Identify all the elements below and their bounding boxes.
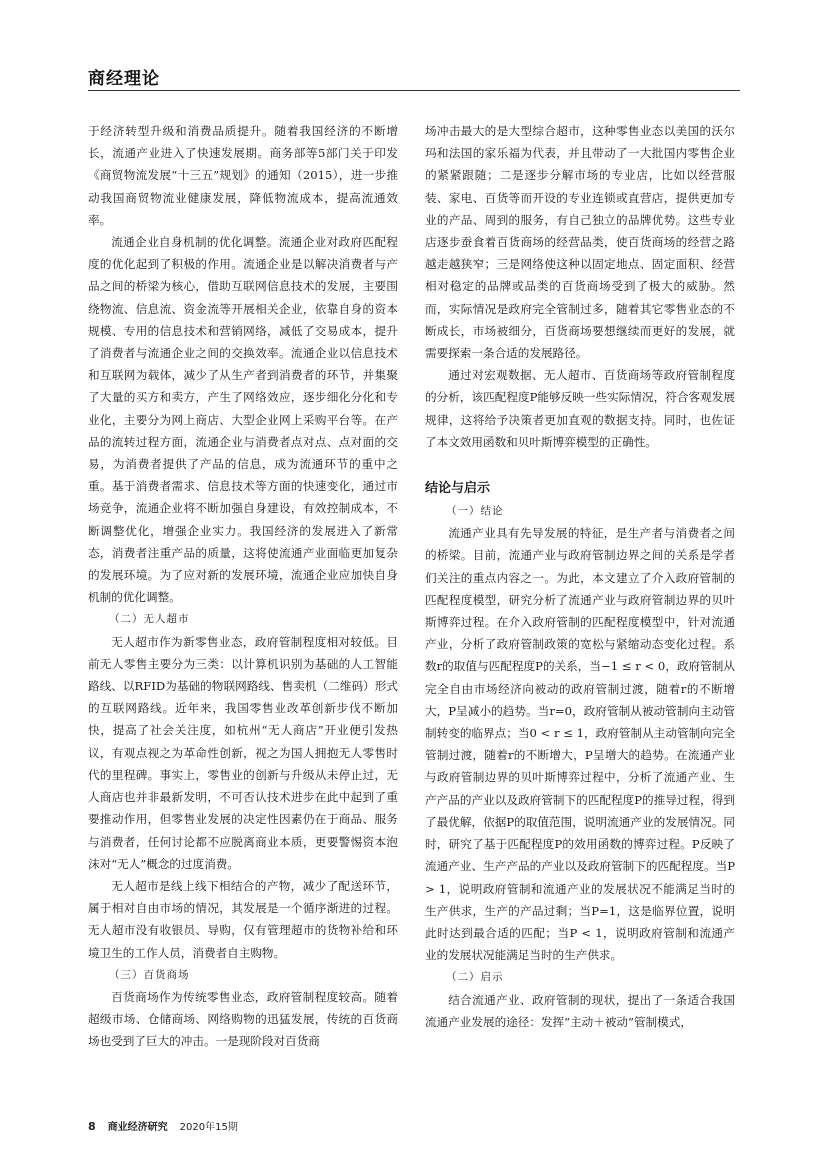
paragraph: 百货商场作为传统零售业态，政府管制程度较高。随着超级市场、仓储商场、网络购物的迅猛发展，传统的百货商场也受到了巨大的冲击。一是现阶段对百货商	[88, 989, 398, 1049]
paragraph: 流通企业自身机制的优化调整。流通企业对政府匹配程度的优化起到了积极的作用。流通企业是以解决消费者与产品之间的桥梁为核心，借助互联网信息技术的发展，主要围绕物流、信息流、资金流等开展相关企业，依靠自身的资本规模、专用的信息技术和营销网络，减低了交易成本，提升了消费者与流通企业之间的交换效率。流通企业以信息技术和互联网为载体，减少了从生产者到消费者的环节，并集聚了大量的买方和卖方，产生了网络效应，逐步细化分化和专业化，主要分为网上商店、大型企业网上采购平台等。在产品的流转过程方面，流通企业与消费者点对点、点对面的交易，为消费者提供了产品的信息，成为流通环节的重中之重。基于消费者需求、信息技术等方面的快速变化，通过市场竞争，流通企业将不断加强自身建设，有效控制成本，不断调整优化，增强企业实力。我国经济的发展进入了新常态，消费者注重产品的质量，这将使流通产业面临更加复杂的发展环境。为了应对新的发展环境，流通企业应加快自身机制的优化调整。	[88, 235, 398, 605]
issue-label: 2020年15期	[179, 1122, 238, 1133]
journal-name: 商业经济研究	[107, 1122, 168, 1133]
paragraph: 结合流通产业、政府管制的现状，提出了一条适合我国流通产业发展的途径：发挥“主动＋被动”管制模式，	[425, 992, 735, 1029]
subsection-heading: （二）启示	[446, 971, 504, 984]
subsection-heading: （二）无人超市	[109, 613, 190, 626]
page-number: 8	[88, 1120, 96, 1133]
paragraph: 无人超市作为新零售业态，政府管制程度相对较低。目前无人零售主要分为三类：以计算机识别为基础的人工智能路线、以RFID为基础的物联网路线、售卖机（二维码）形式的互联网路线。近年来，我国零售业改革创新步伐不断加快，提高了社会关注度，如杭州“无人商店”开业便引发热议，有观点视之为革命性创新，视之为国人拥抱无人零售时代的里程碑。事实上，零售业的创新与升级从未停止过，无人商店也并非最新发明，不可否认技术进步在此中起到了重要推动作用，但零售业发展的决定性因素仍在于商品、服务与消费者，任何讨论都不应脱离商业本质，更要警惕资本泡沫对“无人”概念的过度消费。	[88, 634, 398, 871]
subsection-heading: （三）百货商场	[109, 968, 190, 981]
paragraph: 流通产业具有先导发展的特征，是生产者与消费者之间的桥梁。目前，流通产业与政府管制边界之间的关系是学者们关注的重点内容之一。为此，本文建立了介入政府管制的匹配程度模型，研究分析了流通产业与政府管制边界的贝叶斯博弈过程。在介入政府管制的匹配程度模型中，针对流通产业，分析了政府管制政策的宽松与紧缩动态变化过程。系数r的取值与匹配程度P的关系，当−1 ≤ r < 0，政府管制从完全自由市场经济向被动的政府管制过渡，随着r的不断增大，P呈减小的趋势。当r=0，政府管制从被动管制向主动管制转变的临界点；当0 < r ≤ 1，政府管制从主动管制向完全管制过渡，随着r的不断增大，P呈增大的趋势。在流通产业与政府管制边界的贝叶斯博弈过程中，分析了流通产业、生产产品的产业以及政府管制下的匹配程度P的推导过程，得到了最优解，依据P的取值范围，说明流通产业的发展情况。同时，研究了基于匹配程度P的效用函数的博弈过程。P反映了流通产业、生产产品的产业以及政府管制下的匹配程度。当P > 1，说明政府管制和流通产业的发展状况不能满足当时的生产供求，生产的产品过剩；当P=1，这是临界位置，说明此时达到最合适的匹配；当P < 1，说明政府管制和流通产业的发展状况能满足当时的生产供求。	[425, 526, 735, 963]
paragraph: 通过对宏观数据、无人超市、百货商场等政府管制程度的分析，该匹配程度P能够反映一些实际情况，符合客观发展规律，这将给予决策者更加直观的数据支持。同时，也佐证了本文效用函数和贝叶斯博弈模型的正确性。	[425, 368, 735, 449]
spacer	[425, 453, 735, 464]
right-column	[425, 120, 735, 1033]
paragraph: 于经济转型升级和消费品质提升。随着我国经济的不断增长，流通产业进入了快速发展期。商务部等5部门关于印发《商贸物流发展“十三五”规划》的通知（2015），进一步推动我国商贸物流业健康发展，降低物流成本，提高流通效率。	[88, 124, 398, 227]
page-footer	[88, 1118, 238, 1133]
header-rule	[88, 90, 740, 91]
subsection-heading: （一）结论	[446, 505, 504, 518]
paragraph: 场冲击最大的是大型综合超市，这种零售业态以美国的沃尔玛和法国的家乐福为代表，并且带动了一大批国内零售企业的紧紧跟随；二是逐步分解市场的专业店，比如以经营服装、家电、百货等而开设的专业连锁或直营店，提供更加专业的产品、周到的服务，有自己独立的品牌优势。这些专业店逐步蚕食着百货商场的经营品类，使百货商场的经营之路越走越狭窄；三是网络使这种以固定地点、固定面积、经营相对稳定的品牌或品类的百货商场受到了极大的威胁。然而，实际情况是政府完全管制过多，随着其它零售业态的不断成长，市场被细分，百货商场要想继续而更好的发展，就需要探索一条合适的发展路径。	[425, 124, 735, 361]
paragraph: 无人超市是线上线下相结合的产物，减少了配送环节，属于相对自由市场的情况，其发展是一个循序渐进的过程。无人超市没有收银员、导购，仅有管理超市的货物补给和环境卫生的工作人员，消费者自主购物。	[88, 878, 398, 960]
section-heading: 结论与启示	[425, 481, 491, 497]
left-column	[88, 120, 398, 1053]
header-title: 商经理论	[88, 69, 160, 89]
running-header	[88, 64, 740, 89]
